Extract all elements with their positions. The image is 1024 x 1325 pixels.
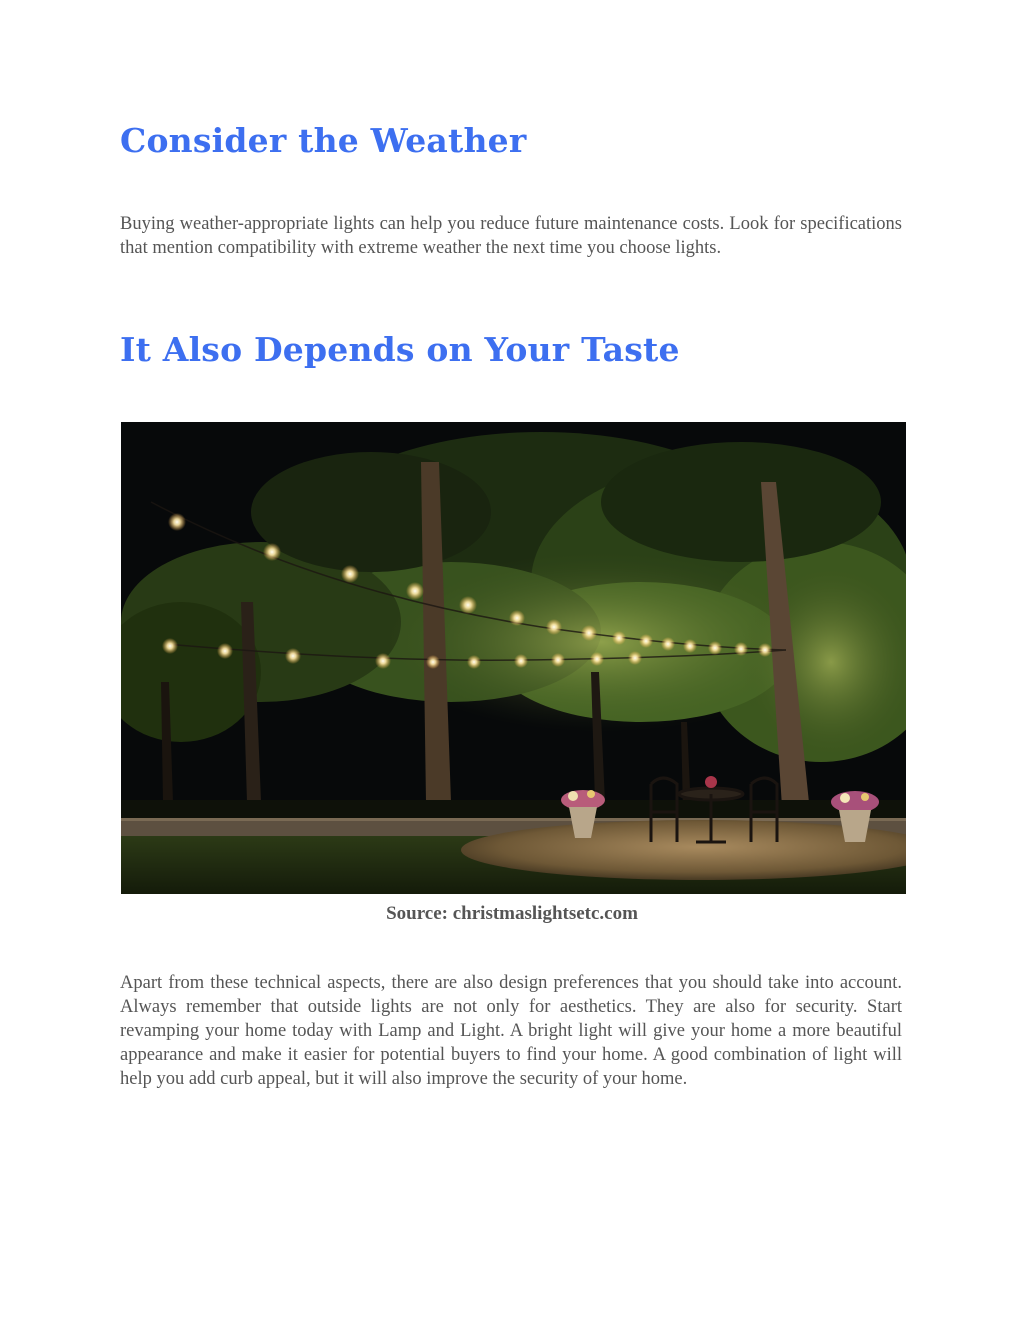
paragraph-design-preferences: Apart from these technical aspects, there are also design preferences that you should take into account. Always remember that outside lights are not only for aesthetics. They are also for security. Start revamping your home today with Lamp and Light. A bright light will give your home a more beautiful appearance and make it easier for potential buyers to find your home. A good combination of light will help you add curb appeal, but it will also improve the security of your home. [120, 973, 902, 1089]
photo-caption: Source: christmaslightsetc.com [386, 903, 638, 924]
section-heading-weather: Consider the Weather [120, 121, 527, 160]
photo-string-lights-patio [121, 422, 906, 894]
section-heading-taste: It Also Depends on Your Taste [120, 330, 680, 369]
paragraph-weather: Buying weather-appropriate lights can help you reduce future maintenance costs. Look for specifications that mention compatibility with extreme weather the next time you choose lights. [120, 214, 902, 258]
